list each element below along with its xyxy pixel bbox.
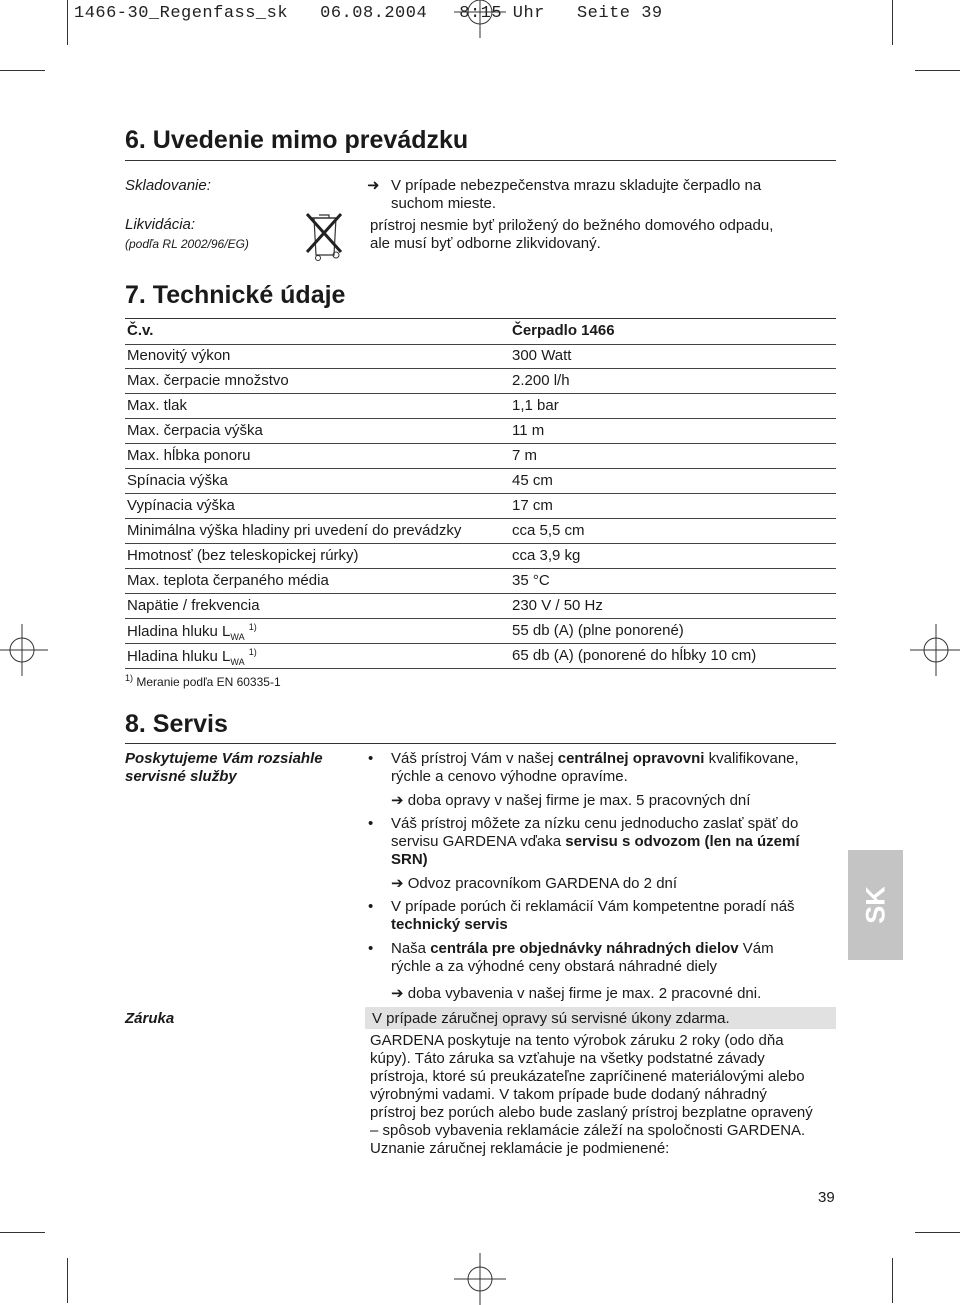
spec-key: Spínacia výška <box>127 472 228 489</box>
service-arrow-item: ➔ Odvoz pracovníkom GARDENA do 2 dní <box>391 875 678 892</box>
spec-value: cca 5,5 cm <box>512 522 585 539</box>
crop-mark <box>67 0 68 45</box>
bullet-icon: • <box>368 898 374 915</box>
spec-row <box>127 369 836 394</box>
storage-arrow-icon: ➜ <box>367 177 380 194</box>
registration-mark-icon <box>454 0 506 38</box>
crop-mark <box>892 1258 893 1303</box>
footnote: $^{1)}$ Meranie podľa EN 60335-1 <box>125 673 281 689</box>
spec-row <box>127 544 836 569</box>
spec-row <box>127 469 836 494</box>
warranty-text-line: prístroja, ktoré sú preukázateľne zapríčinené materiálovými alebo <box>370 1068 805 1085</box>
registration-mark-icon <box>910 624 960 676</box>
spec-row <box>127 594 836 619</box>
registration-mark-icon <box>454 1253 506 1305</box>
spec-value: 55 db (A) (plne ponorené) <box>512 622 684 639</box>
arrow-icon: ➔ <box>391 792 404 809</box>
spec-key: Napätie / frekvencia <box>127 597 260 614</box>
service-item: V prípade porúch či reklamácií Vám kompetentne poradí náš technický servis <box>391 898 795 933</box>
spec-value: 2.200 l/h <box>512 372 570 389</box>
section-title: 8. Servis <box>125 710 228 738</box>
spec-row <box>127 644 836 669</box>
spec-row <box>127 419 836 444</box>
warranty-text-line: – spôsob vybavenia reklamácie záleží na spoločnosti GARDENA. <box>370 1122 806 1139</box>
warranty-label: Záruka <box>125 1010 175 1027</box>
print-header: 1466-30_Regenfass_sk 06.08.2004 8:15 Uhr Seite 39 <box>74 4 663 23</box>
disposal-text-line: ale musí byť odborne zlikvidovaný. <box>370 235 601 252</box>
spec-key: Max. tlak <box>127 397 188 414</box>
section-title: 7. Technické údaje <box>125 281 346 309</box>
disposal-sublabel: (podľa RL 2002/96/EG) <box>125 237 249 251</box>
crop-mark <box>67 1258 68 1303</box>
spec-value: cca 3,9 kg <box>512 547 581 564</box>
spec-value: 11 m <box>512 422 545 439</box>
language-tab-label: SK <box>860 886 890 924</box>
spec-key: Hmotnosť (bez teleskopickej rúrky) <box>127 547 359 564</box>
spec-value: 1,1 bar <box>512 397 559 414</box>
bullet-icon: • <box>368 940 374 957</box>
warranty-text-line: výrobnými vadami. V takom prípade bude dodaný náhradný <box>370 1086 767 1103</box>
crop-mark <box>0 1232 45 1233</box>
spec-value: 17 cm <box>512 497 553 514</box>
service-item: Váš prístroj môžete za nízku cenu jednoducho zaslať späť do servisu GARDENA vďaka servisu s odvozom (len na území SRN) <box>391 815 800 868</box>
bullet-icon: • <box>368 750 374 767</box>
storage-text-line: V prípade nebezpečenstva mrazu skladujte čerpadlo na <box>391 177 762 194</box>
warranty-text-line: Uznanie záručnej reklamácie je podmienené: <box>370 1140 670 1157</box>
crop-mark <box>915 1232 960 1233</box>
spec-key: Minimálna výška hladiny pri uvedení do prevádzky <box>127 522 462 539</box>
spec-row <box>127 569 836 594</box>
service-item: Naša centrála pre objednávky náhradných dielov Vám rýchle a za výhodné ceny obstará náhradné diely <box>391 940 774 975</box>
spec-row <box>127 619 836 644</box>
bullet-icon: • <box>368 815 374 832</box>
spec-row <box>127 394 836 419</box>
crop-mark <box>892 0 893 45</box>
crop-mark <box>0 70 45 71</box>
spec-key: Max. teplota čerpaného média <box>127 572 329 589</box>
warranty-text-line: GARDENA poskytuje na tento výrobok záruku 2 roky (odo dňa <box>370 1032 784 1049</box>
crossed-out-bin-icon <box>303 208 345 264</box>
service-arrow-item: ➔ doba vybavenia v našej firme je max. 2 pracovné dni. <box>391 985 762 1002</box>
arrow-icon: ➔ <box>391 875 404 892</box>
section-title: 6. Uvedenie mimo prevádzku <box>125 126 469 154</box>
arrow-icon: ➔ <box>391 985 404 1002</box>
spec-key: Hladina hluku $L_{WA}$ $^{1)}$ <box>127 647 257 667</box>
registration-mark-icon <box>0 624 48 676</box>
divider <box>125 743 836 744</box>
spec-header-row <box>127 319 836 344</box>
spec-key: Hladina hluku $L_{WA}$ $^{1)}$ <box>127 622 257 642</box>
spec-row <box>127 494 836 519</box>
spec-value: 45 cm <box>512 472 553 489</box>
storage-label: Skladovanie: <box>125 177 211 194</box>
spec-key: Max. hĺbka ponoru <box>127 447 251 464</box>
disposal-text-line: prístroj nesmie byť priložený do bežného domového odpadu, <box>370 217 774 234</box>
divider <box>125 160 836 161</box>
warranty-text <box>370 1032 813 1158</box>
service-label: Poskytujeme Vám rozsiahle servisné služby <box>125 750 323 785</box>
spec-value: 7 m <box>512 447 538 464</box>
warranty-text-line: kúpy). Táto záruka sa vzťahuje na všetky podstatné závady <box>370 1050 765 1067</box>
spec-value: 230 V / 50 Hz <box>512 597 603 614</box>
spec-value: 300 Watt <box>512 347 572 364</box>
spec-header-value: Čerpadlo 1466 <box>512 322 615 339</box>
page-number: 39 <box>818 1189 835 1206</box>
storage-text-line: suchom mieste. <box>391 195 497 212</box>
service-arrow-item: ➔ doba opravy v našej firme je max. 5 pracovných dní <box>391 792 751 809</box>
spec-row <box>127 444 836 469</box>
spec-key: Vypínacia výška <box>127 497 235 514</box>
language-tab <box>848 850 903 960</box>
spec-header-key: Č.v. <box>127 322 154 339</box>
spec-value: 65 db (A) (ponorené do hĺbky 10 cm) <box>512 647 757 664</box>
spec-key: Menovitý výkon <box>127 347 231 364</box>
crop-mark <box>915 70 960 71</box>
spec-row <box>127 519 836 544</box>
disposal-label: Likvidácia: <box>125 216 196 233</box>
spec-row <box>127 344 836 369</box>
service-item: Váš prístroj Vám v našej centrálnej opravovni kvalifikovane, rýchle a cenovo výhodne opravíme. <box>391 750 799 785</box>
spec-key: Max. čerpacie množstvo <box>127 372 289 389</box>
warranty-highlight: V prípade záručnej opravy sú servisné úkony zdarma. <box>372 1010 730 1027</box>
warranty-text-line: prístroj bez porúch alebo bude zaslaný prístroj bezplatne opravený <box>370 1104 813 1121</box>
spec-key: Max. čerpacia výška <box>127 422 263 439</box>
spec-value: 35 °C <box>512 572 550 589</box>
row-divider <box>125 668 836 669</box>
